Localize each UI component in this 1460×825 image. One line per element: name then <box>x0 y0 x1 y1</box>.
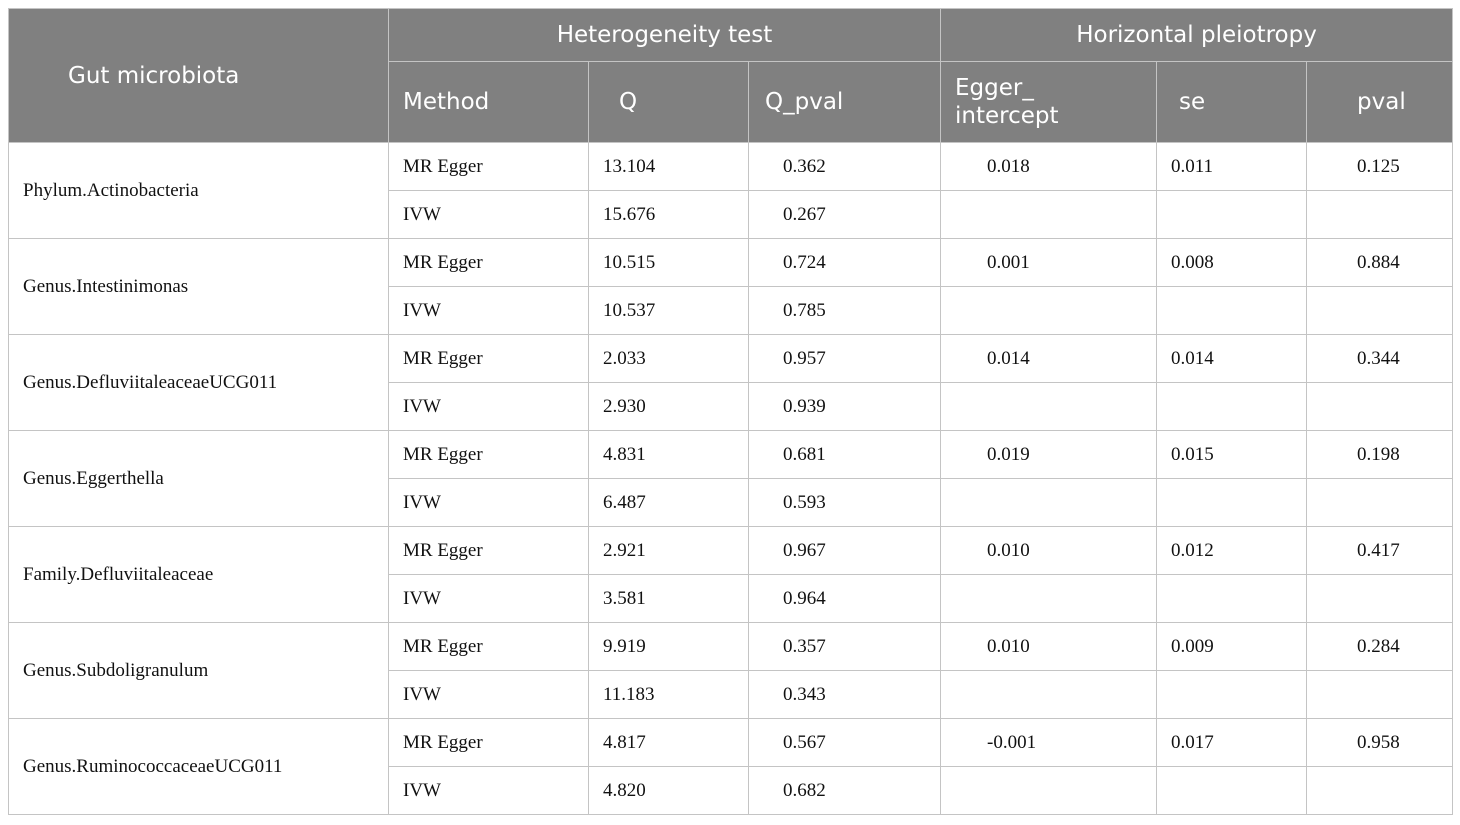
q-pval-cell: 0.964 <box>749 575 941 623</box>
method-cell: MR Egger <box>389 623 589 671</box>
header-gut-microbiota: Gut microbiota <box>9 9 389 143</box>
method-cell: IVW <box>389 671 589 719</box>
table-row <box>9 719 1453 767</box>
table-header <box>9 9 1453 143</box>
empty-cell <box>1307 383 1453 431</box>
egger-intercept-cell: 0.001 <box>941 239 1157 287</box>
empty-cell <box>941 479 1157 527</box>
results-table <box>8 8 1453 815</box>
empty-cell <box>941 671 1157 719</box>
q-cell: 2.930 <box>589 383 749 431</box>
q-cell: 6.487 <box>589 479 749 527</box>
pval-cell: 0.198 <box>1307 431 1453 479</box>
microbiota-name: Genus.Eggerthella <box>9 431 389 527</box>
pval-cell: 0.125 <box>1307 143 1453 191</box>
egger-intercept-cell: 0.010 <box>941 527 1157 575</box>
pval-cell: 0.417 <box>1307 527 1453 575</box>
se-cell: 0.017 <box>1157 719 1307 767</box>
table-row <box>9 527 1453 575</box>
empty-cell <box>1307 767 1453 815</box>
method-cell: IVW <box>389 767 589 815</box>
header-method: Method <box>389 62 589 143</box>
method-cell: MR Egger <box>389 239 589 287</box>
q-pval-cell: 0.681 <box>749 431 941 479</box>
q-pval-cell: 0.593 <box>749 479 941 527</box>
method-cell: IVW <box>389 575 589 623</box>
empty-cell <box>1307 287 1453 335</box>
q-cell: 11.183 <box>589 671 749 719</box>
method-cell: MR Egger <box>389 143 589 191</box>
se-cell: 0.012 <box>1157 527 1307 575</box>
method-cell: MR Egger <box>389 431 589 479</box>
q-cell: 10.537 <box>589 287 749 335</box>
pval-cell: 0.344 <box>1307 335 1453 383</box>
method-cell: IVW <box>389 287 589 335</box>
header-se: se <box>1157 62 1307 143</box>
q-cell: 2.033 <box>589 335 749 383</box>
egger-intercept-cell: 0.018 <box>941 143 1157 191</box>
method-cell: IVW <box>389 479 589 527</box>
se-cell: 0.009 <box>1157 623 1307 671</box>
method-cell: IVW <box>389 191 589 239</box>
q-pval-cell: 0.957 <box>749 335 941 383</box>
empty-cell <box>1157 479 1307 527</box>
egger-intercept-cell: 0.019 <box>941 431 1157 479</box>
q-pval-cell: 0.724 <box>749 239 941 287</box>
header-pval: pval <box>1307 62 1453 143</box>
table-row <box>9 143 1453 191</box>
se-cell: 0.015 <box>1157 431 1307 479</box>
q-cell: 9.919 <box>589 623 749 671</box>
q-pval-cell: 0.567 <box>749 719 941 767</box>
table-body <box>9 143 1453 815</box>
method-cell: MR Egger <box>389 527 589 575</box>
empty-cell <box>941 287 1157 335</box>
empty-cell <box>941 767 1157 815</box>
microbiota-name: Genus.DefluviitaleaceaeUCG011 <box>9 335 389 431</box>
egger-intercept-cell: 0.014 <box>941 335 1157 383</box>
se-cell: 0.014 <box>1157 335 1307 383</box>
empty-cell <box>941 383 1157 431</box>
empty-cell <box>1307 671 1453 719</box>
microbiota-name: Genus.RuminococcaceaeUCG011 <box>9 719 389 815</box>
q-pval-cell: 0.967 <box>749 527 941 575</box>
q-pval-cell: 0.939 <box>749 383 941 431</box>
q-cell: 4.817 <box>589 719 749 767</box>
header-q: Q <box>589 62 749 143</box>
table-row <box>9 239 1453 287</box>
q-cell: 4.820 <box>589 767 749 815</box>
header-egger-intercept-label: Egger_ intercept <box>955 75 1059 129</box>
q-cell: 13.104 <box>589 143 749 191</box>
empty-cell <box>1157 671 1307 719</box>
egger-intercept-cell: 0.010 <box>941 623 1157 671</box>
pval-cell: 0.958 <box>1307 719 1453 767</box>
q-cell: 15.676 <box>589 191 749 239</box>
method-cell: IVW <box>389 383 589 431</box>
q-pval-cell: 0.362 <box>749 143 941 191</box>
se-cell: 0.011 <box>1157 143 1307 191</box>
method-cell: MR Egger <box>389 719 589 767</box>
q-cell: 4.831 <box>589 431 749 479</box>
table-row <box>9 431 1453 479</box>
empty-cell <box>1307 575 1453 623</box>
q-pval-cell: 0.267 <box>749 191 941 239</box>
microbiota-name: Genus.Intestinimonas <box>9 239 389 335</box>
pval-cell: 0.284 <box>1307 623 1453 671</box>
microbiota-name: Family.Defluviitaleaceae <box>9 527 389 623</box>
q-cell: 2.921 <box>589 527 749 575</box>
header-egger-intercept <box>941 62 1157 143</box>
q-cell: 10.515 <box>589 239 749 287</box>
se-cell: 0.008 <box>1157 239 1307 287</box>
empty-cell <box>1157 287 1307 335</box>
results-table-container <box>8 8 1452 815</box>
header-horizontal-pleiotropy: Horizontal pleiotropy <box>941 9 1453 62</box>
empty-cell <box>1157 767 1307 815</box>
empty-cell <box>1307 479 1453 527</box>
pval-cell: 0.884 <box>1307 239 1453 287</box>
egger-intercept-cell: -0.001 <box>941 719 1157 767</box>
empty-cell <box>941 191 1157 239</box>
header-q-pval: Q_pval <box>749 62 941 143</box>
empty-cell <box>1157 383 1307 431</box>
q-pval-cell: 0.343 <box>749 671 941 719</box>
table-row <box>9 335 1453 383</box>
table-row <box>9 623 1453 671</box>
q-pval-cell: 0.785 <box>749 287 941 335</box>
q-pval-cell: 0.357 <box>749 623 941 671</box>
empty-cell <box>941 575 1157 623</box>
empty-cell <box>1157 575 1307 623</box>
q-pval-cell: 0.682 <box>749 767 941 815</box>
empty-cell <box>1307 191 1453 239</box>
header-heterogeneity-test: Heterogeneity test <box>389 9 941 62</box>
microbiota-name: Phylum.Actinobacteria <box>9 143 389 239</box>
method-cell: MR Egger <box>389 335 589 383</box>
q-cell: 3.581 <box>589 575 749 623</box>
microbiota-name: Genus.Subdoligranulum <box>9 623 389 719</box>
empty-cell <box>1157 191 1307 239</box>
